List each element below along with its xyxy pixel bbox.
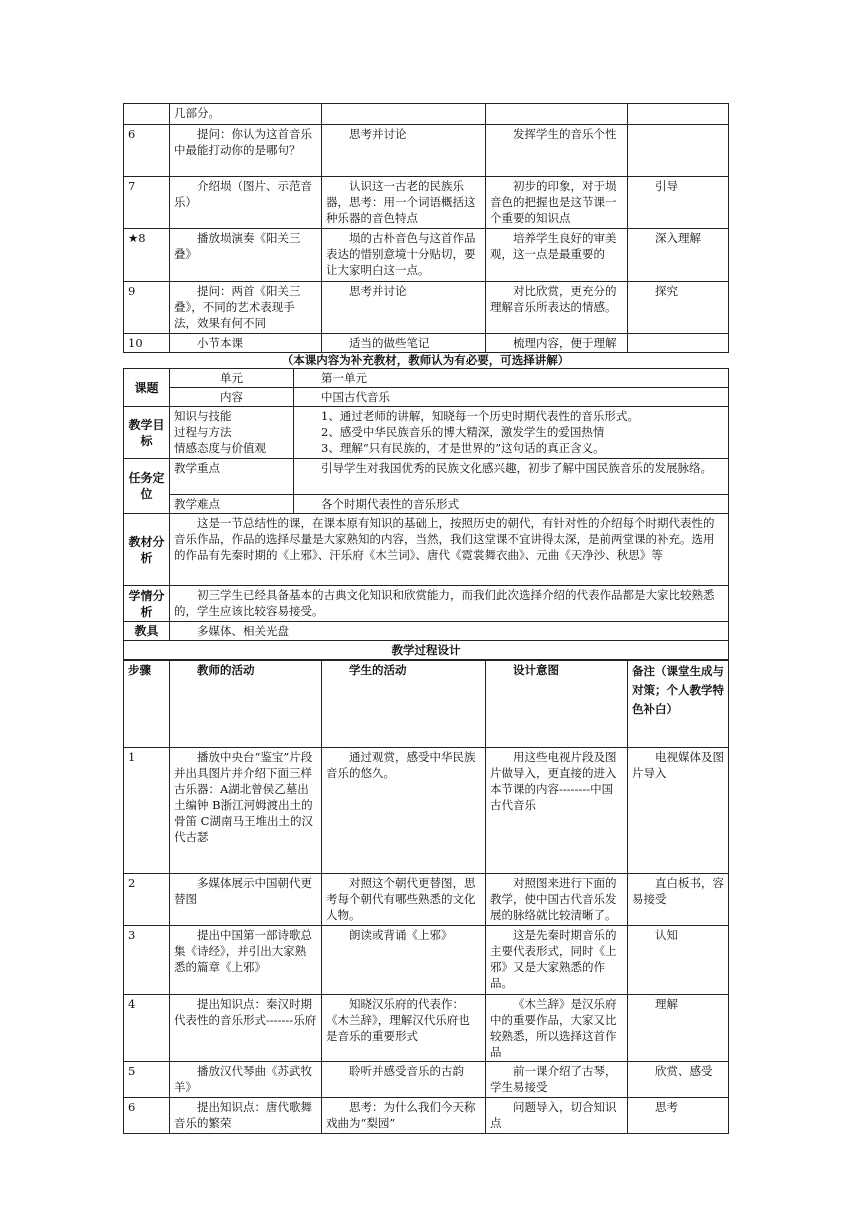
table-row — [124, 334, 729, 353]
student-activity: 思考：为什么我们今天称戏曲为“梨园” — [322, 1098, 486, 1134]
lesson-info-table — [123, 368, 729, 660]
step-number: 9 — [124, 282, 170, 334]
step-number: 1 — [124, 748, 170, 874]
table-row — [124, 388, 729, 407]
difficulty-label: 教学难点 — [170, 495, 294, 514]
step-number: 2 — [124, 874, 170, 926]
table-row — [124, 495, 729, 514]
header-remark: 备注（课堂生成与对策；个人教学特色补白） — [628, 661, 729, 748]
remark: 欣赏、感受 — [628, 1062, 729, 1098]
table-row — [124, 748, 729, 874]
table-row — [124, 282, 729, 334]
remark: 电视媒体及图片导入 — [628, 748, 729, 874]
remark — [628, 125, 729, 177]
process-title: 教学过程设计 — [124, 641, 729, 660]
table-row — [124, 926, 729, 995]
design-intent: 培养学生良好的审美观，这一点是最重要的 — [486, 229, 628, 282]
table-row — [124, 1062, 729, 1098]
teacher-activity: 小节本课 — [170, 334, 322, 353]
design-intent: 发挥学生的音乐个性 — [486, 125, 628, 177]
content-label: 内容 — [170, 388, 294, 407]
table-row — [124, 459, 729, 495]
tools-value: 多媒体、相关光盘 — [170, 622, 729, 641]
table-row — [124, 622, 729, 641]
goal-emotion-label: 情感态度与价值观 — [174, 441, 266, 455]
header-intent: 设计意图 — [486, 661, 628, 748]
student-activity: 思考并讨论 — [322, 282, 486, 334]
header-step: 步骤 — [124, 661, 170, 748]
student-activity: 思考并讨论 — [322, 125, 486, 177]
goal-items — [294, 407, 729, 459]
top-process-table — [123, 103, 729, 353]
goal-item-3: 3、理解“只有民族的，才是世界的”这句话的真正含义。 — [321, 441, 605, 455]
design-intent — [486, 104, 628, 125]
teacher-activity: 提出知识点：唐代歌舞音乐的繁荣 — [170, 1098, 322, 1134]
table-row — [124, 586, 729, 622]
unit-value: 第一单元 — [294, 369, 729, 388]
remark: 直白板书，容易接受 — [628, 874, 729, 926]
step-number: 5 — [124, 1062, 170, 1098]
design-intent: 对照图来进行下面的教学，使中国古代音乐发展的脉络就比较清晰了。 — [486, 874, 628, 926]
teaching-process-table — [123, 660, 729, 1134]
step-number: 7 — [124, 177, 170, 229]
design-intent: 问题导入，切合知识点 — [486, 1098, 628, 1134]
design-intent: 用这些电视片段及图片做导入，更直接的进入本节课的内容--------中国古代音乐 — [486, 748, 628, 874]
teacher-activity: 几部分。 — [170, 104, 322, 125]
step-number — [124, 104, 170, 125]
content-value: 中国古代音乐 — [294, 388, 729, 407]
task-label: 任务定位 — [124, 459, 170, 514]
table-row — [124, 995, 729, 1062]
student-activity: 知晓汉乐府的代表作：《木兰辞》，理解汉代乐府也是音乐的重要形式 — [322, 995, 486, 1062]
goal-categories — [170, 407, 294, 459]
material-label: 教材分析 — [124, 514, 170, 586]
design-intent: 对比欣赏，更充分的理解音乐所表达的情感。 — [486, 282, 628, 334]
table-row — [124, 641, 729, 660]
table-row — [124, 1098, 729, 1134]
student-activity: 朗读或背诵《上邪》 — [322, 926, 486, 995]
student-activity: 通过观赏，感受中华民族音乐的悠久。 — [322, 748, 486, 874]
goal-item-2: 2、感受中华民族音乐的博大精深，激发学生的爱国热情 — [321, 425, 605, 439]
table-row — [124, 125, 729, 177]
table-row — [124, 177, 729, 229]
student-activity: 聆听并感受音乐的古韵 — [322, 1062, 486, 1098]
teacher-activity: 介绍埙（图片、示范音乐） — [170, 177, 322, 229]
table-row — [124, 229, 729, 282]
remark: 引导 — [628, 177, 729, 229]
tools-label: 教具 — [124, 622, 170, 641]
header-teacher: 教师的活动 — [170, 661, 322, 748]
step-number: 4 — [124, 995, 170, 1062]
step-number: 10 — [124, 334, 170, 353]
teacher-activity: 提问：两首《阳关三叠》，不同的艺术表现手法，效果有何不同 — [170, 282, 322, 334]
table-row — [124, 514, 729, 586]
design-intent: 初步的印象，对于埙音色的把握也是这节课一个重要的知识点 — [486, 177, 628, 229]
table-row — [124, 104, 729, 125]
key-point-label: 教学重点 — [170, 459, 294, 495]
remark: 理解 — [628, 995, 729, 1062]
lesson-plan-page — [123, 103, 728, 1134]
header-student: 学生的活动 — [322, 661, 486, 748]
step-number: 6 — [124, 1098, 170, 1134]
teacher-activity: 多媒体展示中国朝代更替图 — [170, 874, 322, 926]
design-intent: 梳理内容，便于理解 — [486, 334, 628, 353]
table-header-row — [124, 661, 729, 748]
remark: 思考 — [628, 1098, 729, 1134]
student-analysis-label: 学情分析 — [124, 586, 170, 622]
teacher-activity: 播放埙演奏《阳关三叠》 — [170, 229, 322, 282]
student-activity: 适当的做些笔记 — [322, 334, 486, 353]
supplement-note: （本课内容为补充教材，教师认为有必要，可选择讲解） — [281, 353, 570, 367]
goal-process-label: 过程与方法 — [174, 425, 232, 439]
student-activity — [322, 104, 486, 125]
design-intent: 这是先秦时期音乐的主要代表形式，同时《上邪》又是大家熟悉的作品。 — [486, 926, 628, 995]
design-intent: 《木兰辞》是汉乐府中的重要作品，大家又比较熟悉，所以选择这首作品 — [486, 995, 628, 1062]
key-point-value: 引导学生对我国优秀的民族文化感兴趣，初步了解中国民族音乐的发展脉络。 — [294, 459, 729, 495]
teacher-activity: 播放中央台“鉴宝”片段并出具图片并介绍下面三样古乐器：A湖北曾侯乙墓出土编钟 B浙江河姆渡出土的骨笛 C湖南马王堆出土的汉代古瑟 — [170, 748, 322, 874]
remark: 认知 — [628, 926, 729, 995]
remark — [628, 334, 729, 353]
unit-label: 单元 — [170, 369, 294, 388]
goal-item-1: 1、通过老师的讲解，知晓每一个历史时期代表性的音乐形式。 — [321, 409, 639, 423]
student-activity: 对照这个朝代更替图，思考每个朝代有哪些熟悉的文化人物。 — [322, 874, 486, 926]
teacher-activity: 提问：你认为这首音乐中最能打动你的是哪句？ — [170, 125, 322, 177]
step-number: 3 — [124, 926, 170, 995]
table-row — [124, 369, 729, 388]
teacher-activity: 播放汉代琴曲《苏武牧羊》 — [170, 1062, 322, 1098]
student-analysis: 初三学生已经具备基本的古典文化知识和欣赏能力，而我们此次选择介绍的代表作品都是大家比较熟悉的，学生应该比较容易接受。 — [170, 586, 729, 622]
table-row — [124, 874, 729, 926]
teacher-activity: 提出知识点：秦汉时期代表性的音乐形式-------乐府 — [170, 995, 322, 1062]
topic-label: 课题 — [124, 369, 170, 407]
table-row — [124, 407, 729, 459]
teacher-activity: 提出中国第一部诗歌总集《诗经》，并引出大家熟悉的篇章《上邪》 — [170, 926, 322, 995]
remark — [628, 104, 729, 125]
student-activity: 认识这一古老的民族乐器，思考：用一个词语概括这种乐器的音色特点 — [322, 177, 486, 229]
goal-knowledge-label: 知识与技能 — [174, 409, 232, 423]
design-intent: 前一课介绍了古琴，学生易接受 — [486, 1062, 628, 1098]
step-number: 6 — [124, 125, 170, 177]
goals-label: 教学目标 — [124, 407, 170, 459]
remark: 深入理解 — [628, 229, 729, 282]
material-analysis: 这是一节总结性的课，在课本原有知识的基础上，按照历史的朝代，有针对性的介绍每个时期代表性的音乐作品，作品的选择尽量是大家熟知的内容，当然，我们这堂课不宜讲得太深，是前两堂课的补充。选用的作品有先秦时期的《上邪》、汗乐府《木兰词》、唐代《霓裳舞衣曲》、元曲《天净沙、秋思》等 — [170, 514, 729, 586]
difficulty-value: 各个时期代表性的音乐形式 — [294, 495, 729, 514]
step-number: ★8 — [124, 229, 170, 282]
student-activity: 埙的古朴音色与这首作品表达的惜别意境十分贴切，要让大家明白这一点。 — [322, 229, 486, 282]
remark: 探究 — [628, 282, 729, 334]
